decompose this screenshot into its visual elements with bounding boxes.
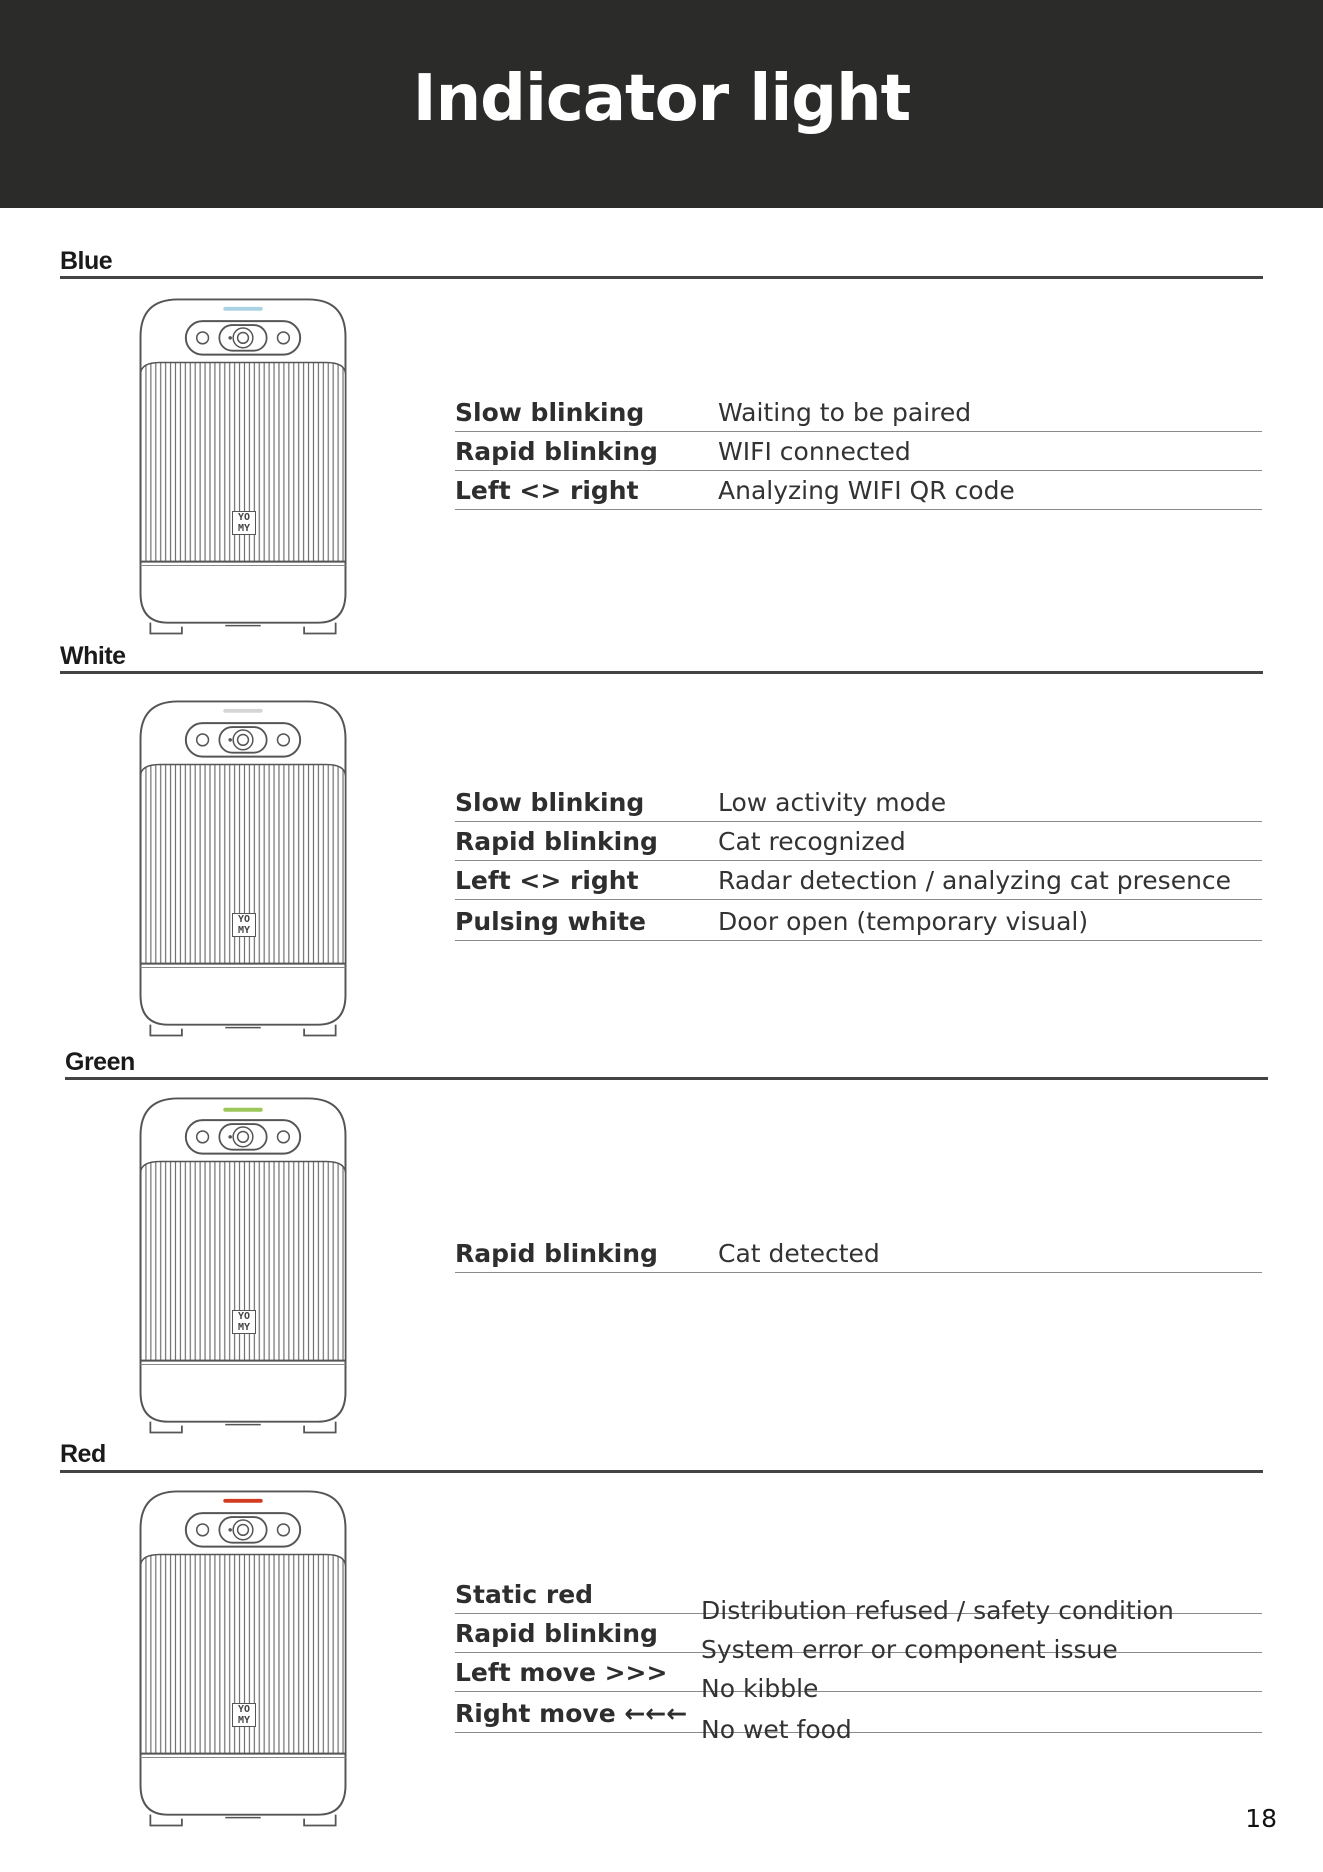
brand-badge: YO MY <box>232 1310 256 1334</box>
section-divider <box>60 1470 1263 1473</box>
indicator-led <box>223 1499 262 1503</box>
section-label-blue: Blue <box>60 247 113 275</box>
meaning-text: Cat recognized <box>718 827 906 856</box>
table-row <box>455 471 1262 510</box>
legend-table-white <box>455 783 1262 941</box>
legend-table-blue <box>455 393 1262 510</box>
table-row <box>455 432 1262 471</box>
section-divider <box>60 276 1263 279</box>
brand-badge: YO MY <box>232 1703 256 1727</box>
indicator-led <box>223 709 262 713</box>
legend-table-red <box>455 1575 1262 1744</box>
legend-table-green <box>455 1234 1262 1273</box>
page-header <box>0 0 1323 208</box>
section-label-white: White <box>60 642 126 670</box>
meaning-text: Analyzing WIFI QR code <box>718 476 1015 505</box>
page-number: 18 <box>1245 1804 1277 1833</box>
table-row <box>455 1653 1262 1703</box>
meaning-text: Door open (temporary visual) <box>718 907 1089 936</box>
pattern-label: Slow blinking <box>455 398 645 427</box>
table-row <box>455 1614 1262 1664</box>
section-label-red: Red <box>60 1440 106 1468</box>
meaning-text: Distribution refused / safety condition <box>701 1596 1174 1625</box>
table-row <box>455 1575 1262 1625</box>
meaning-text: No kibble <box>701 1674 819 1703</box>
table-row <box>455 1692 1262 1744</box>
indicator-led <box>223 307 262 311</box>
pattern-label: Static red <box>455 1580 594 1609</box>
meaning-text: Waiting to be paired <box>718 398 972 427</box>
meaning-text: WIFI connected <box>718 437 911 466</box>
pattern-label: Left <> right <box>455 476 639 505</box>
page-title: Indicator light <box>412 62 911 136</box>
pattern-label: Slow blinking <box>455 788 645 817</box>
meaning-text: No wet food <box>701 1715 852 1744</box>
pattern-label: Pulsing white <box>455 907 646 936</box>
pattern-label: Rapid blinking <box>455 437 658 466</box>
indicator-led <box>223 1108 262 1112</box>
pattern-label: Rapid blinking <box>455 1239 658 1268</box>
table-row <box>455 393 1262 432</box>
pattern-label: Left <> right <box>455 866 639 895</box>
feeder-illustration-white <box>137 697 349 1037</box>
meaning-text: System error or component issue <box>701 1635 1118 1664</box>
pattern-label: Right move ←←← <box>455 1699 688 1728</box>
table-row <box>455 783 1262 822</box>
brand-badge: YO MY <box>232 511 256 535</box>
pattern-label: Left move >>> <box>455 1658 668 1687</box>
pattern-label: Rapid blinking <box>455 1619 658 1648</box>
table-row <box>455 1234 1262 1273</box>
meaning-text: Cat detected <box>718 1239 880 1268</box>
section-divider <box>65 1077 1268 1080</box>
meaning-text: Radar detection / analyzing cat presence <box>718 866 1232 895</box>
feeder-illustration-green <box>137 1094 349 1434</box>
section-label-green: Green <box>65 1048 135 1076</box>
table-row <box>455 900 1262 941</box>
meaning-text: Low activity mode <box>718 788 947 817</box>
feeder-illustration-blue <box>137 295 349 635</box>
pattern-label: Rapid blinking <box>455 827 658 856</box>
brand-badge: YO MY <box>232 913 256 937</box>
table-row <box>455 822 1262 861</box>
section-divider <box>60 671 1263 674</box>
feeder-illustration-red <box>137 1487 349 1827</box>
table-row <box>455 861 1262 900</box>
